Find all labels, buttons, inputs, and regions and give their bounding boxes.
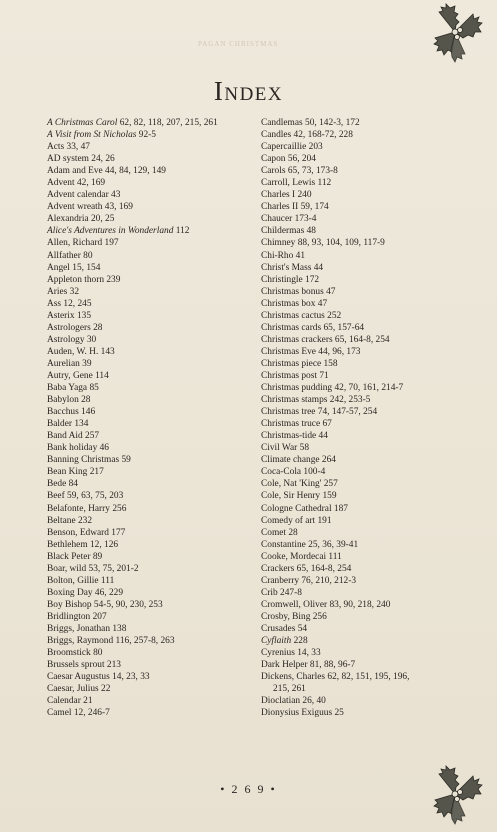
index-column-right: [261, 117, 471, 719]
index-entry: Cole, Nat 'King' 257: [261, 479, 338, 490]
index-entry: Dioclatian 26, 40: [261, 696, 326, 707]
index-entry: Christmas cactus 252: [261, 310, 342, 321]
index-entry: Cyflaith 228: [261, 636, 308, 647]
index-entry: Chi-Rho 41: [261, 250, 306, 261]
index-entry: Christmas Eve 44, 96, 173: [261, 346, 361, 357]
index-entry: Bridlington 207: [47, 611, 107, 622]
index-entry: Carroll, Lewis 112: [261, 178, 332, 189]
index-entry: Advent calendar 43: [47, 190, 121, 201]
index-entry: A Christmas Carol 62, 82, 118, 207, 215, 261: [47, 118, 218, 128]
index-entry: Aries 32: [47, 286, 80, 297]
index-entry: Crackers 65, 164-8, 254: [261, 563, 352, 574]
index-entry: Childermas 48: [261, 226, 316, 237]
index-entry: Constantine 25, 36, 39-41: [261, 539, 359, 550]
index-entry: Astrologers 28: [47, 322, 103, 333]
index-entry: Bean King 217: [47, 467, 104, 478]
index-entry: Christmas post 71: [261, 370, 329, 381]
index-entry: Alexandria 20, 25: [47, 214, 115, 225]
index-entry: Allfather 80: [47, 250, 93, 261]
index-entry: Coca-Cola 100-4: [261, 467, 326, 478]
index-entry: Angel 15, 154: [47, 262, 101, 273]
index-entry: Cologne Cathedral 187: [261, 503, 348, 514]
index-entry: Benson, Edward 177: [47, 527, 126, 538]
index-entry: Cole, Sir Henry 159: [261, 491, 337, 502]
index-entry: Camel 12, 246-7: [47, 708, 110, 719]
index-entry: Baba Yaga 85: [47, 383, 99, 394]
index-entry: Comedy of art 191: [261, 515, 332, 526]
index-entry: Capercaillie 203: [261, 142, 323, 153]
index-entry: Briggs, Raymond 116, 257-8, 263: [47, 636, 175, 647]
holly-sprig-icon: [425, 2, 485, 64]
index-entry: Caesar Augustus 14, 23, 33: [47, 672, 150, 683]
index-entry: Adam and Eve 44, 84, 129, 149: [47, 166, 166, 177]
index-entry: Crusades 54: [261, 623, 308, 634]
index-entry: Allen, Richard 197: [47, 238, 119, 249]
index-entry: Dionysius Exiguus 25: [261, 708, 344, 719]
index-entry: Bacchus 146: [47, 407, 96, 418]
index-entry: Christmas truce 67: [261, 419, 332, 430]
index-entry: Chimney 88, 93, 104, 109, 117-9: [261, 238, 385, 249]
index-entry: Cyrenius 14, 33: [261, 648, 321, 659]
index-entry: Balder 134: [47, 419, 89, 430]
index-entry: Candlemas 50, 142-3, 172: [261, 118, 360, 128]
index-entry: Charles II 59, 174: [261, 202, 329, 213]
index-entry: Caesar, Julius 22: [47, 684, 111, 695]
index-entry: Dickens, Charles 62, 82, 151, 195, 196,: [261, 672, 410, 683]
index-entry: Alice's Adventures in Wonderland 112: [47, 226, 190, 237]
index-entry: Cooke, Mordecai 111: [261, 551, 342, 562]
index-entry: Christmas pudding 42, 70, 161, 214-7: [261, 383, 404, 394]
index-entry: Boar, wild 53, 75, 201-2: [47, 563, 139, 574]
index-entry: Acts 33, 47: [47, 142, 90, 153]
index-entry: Appleton thorn 239: [47, 274, 121, 285]
index-entry: Candles 42, 168-72, 228: [261, 130, 353, 141]
index-entry: Asterix 135: [47, 310, 92, 321]
index-entry: Calendar 21: [47, 696, 93, 707]
page-title: Index: [213, 76, 284, 106]
index-entry: Civil War 58: [261, 443, 310, 454]
index-entry: Beltane 232: [47, 515, 93, 526]
index-entry: Christmas stamps 242, 253-5: [261, 395, 371, 406]
index-entry: Dark Helper 81, 88, 96-7: [261, 660, 356, 671]
index-entry: Broomstick 80: [47, 648, 103, 659]
index-entry: Banning Christmas 59: [47, 455, 131, 466]
index-entry: Christmas tree 74, 147-57, 254: [261, 407, 378, 418]
index-entry: Boy Bishop 54-5, 90, 230, 253: [47, 599, 163, 610]
index-entry: Brussels sprout 213: [47, 660, 121, 671]
index-entry: Band Aid 257: [47, 431, 100, 442]
index-entry: Christingle 172: [261, 274, 320, 285]
index-entry: Advent 42, 169: [47, 178, 106, 189]
index-entry: Aurelian 39: [47, 358, 92, 369]
index-entry: 215, 261: [273, 684, 306, 695]
index-entry: Chaucer 173-4: [261, 214, 317, 225]
index-entry: Cromwell, Oliver 83, 90, 218, 240: [261, 599, 391, 610]
index-entry: Christmas-tide 44: [261, 431, 328, 442]
index-entry: Capon 56, 204: [261, 154, 316, 165]
index-entry: A Visit from St Nicholas 92-5: [47, 130, 156, 141]
index-entry: Christmas piece 158: [261, 358, 338, 369]
index-entry: Christmas box 47: [261, 298, 328, 309]
index-entry: Ass 12, 245: [47, 298, 92, 309]
index-entry: Autry, Gene 114: [47, 370, 109, 381]
index-entry: Belafonte, Harry 256: [47, 503, 127, 514]
holly-sprig-icon: [425, 764, 485, 826]
running-head-showthrough: PAGAN CHRISTMAS: [198, 40, 279, 48]
index-entry: Climate change 264: [261, 455, 336, 466]
index-entry: Carols 65, 73, 173-8: [261, 166, 338, 177]
index-entry: Christmas crackers 65, 164-8, 254: [261, 334, 390, 345]
index-entry: AD system 24, 26: [47, 154, 115, 165]
index-entry: Bede 84: [47, 479, 78, 490]
index-column-left: [47, 117, 247, 719]
index-entry: Astrology 30: [47, 334, 97, 345]
index-entry: Black Peter 89: [47, 551, 103, 562]
index-entry: Boxing Day 46, 229: [47, 587, 124, 598]
index-entry: Beef 59, 63, 75, 203: [47, 491, 124, 502]
index-entry: Babylon 28: [47, 395, 91, 406]
index-entry: Bank holiday 46: [47, 443, 109, 454]
index-entry: Crosby, Bing 256: [261, 611, 327, 622]
index-entry: Auden, W. H. 143: [47, 346, 115, 357]
index-entry: Crib 247-8: [261, 587, 302, 598]
index-entry: Charles I 240: [261, 190, 312, 201]
page-number: • 2 6 9 •: [220, 782, 277, 796]
index-entry: Cranberry 76, 210, 212-3: [261, 575, 357, 586]
index-entry: Christ's Mass 44: [261, 262, 324, 273]
index-entry: Comet 28: [261, 527, 298, 538]
index-entry: Advent wreath 43, 169: [47, 202, 133, 213]
index-entry: Briggs, Jonathan 138: [47, 623, 127, 634]
index-entry: Bolton, Gillie 111: [47, 575, 115, 586]
index-entry: Christmas cards 65, 157-64: [261, 322, 365, 333]
index-entry: Christmas bonus 47: [261, 286, 336, 297]
index-entry: Bethlehem 12, 126: [47, 539, 119, 550]
